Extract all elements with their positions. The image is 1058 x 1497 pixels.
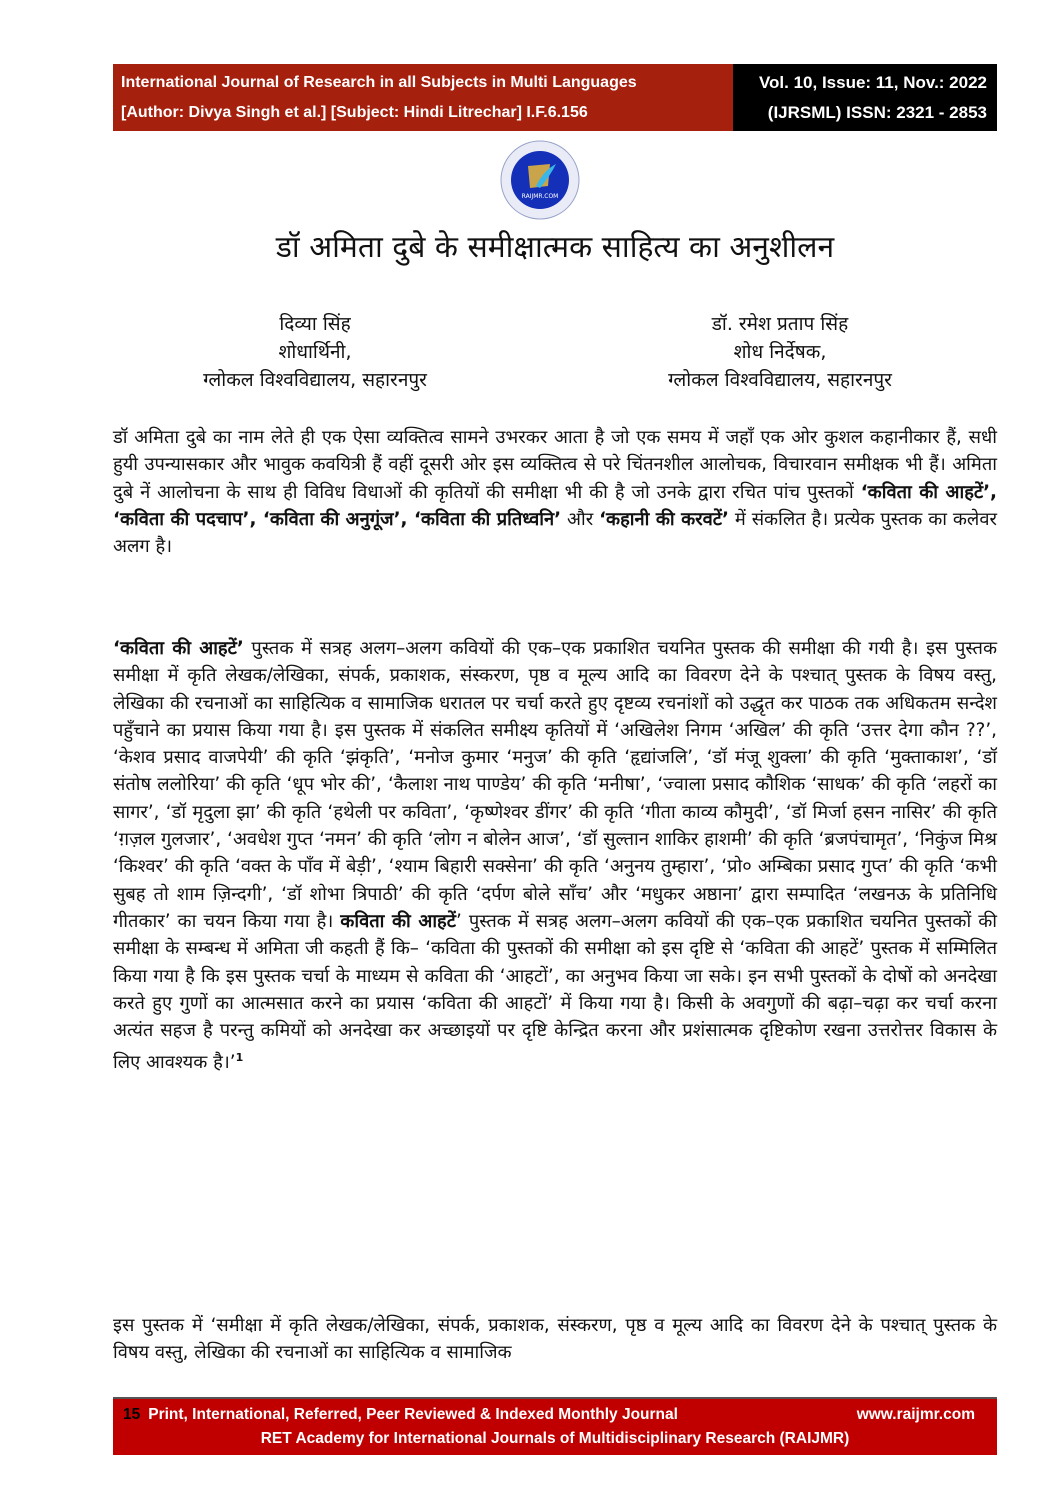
header-left-block bbox=[113, 64, 733, 131]
author-affiliation: ग्लोकल विश्वविद्यालय, सहारनपुर bbox=[203, 369, 427, 391]
author-1 bbox=[125, 310, 505, 394]
text-run: और bbox=[561, 508, 600, 530]
article-title: डॉ अमिता दुबे के समीक्षात्मक साहित्य का अनुशीलन bbox=[275, 230, 835, 265]
bold-book-title: ‘कविता की आहटें’ bbox=[113, 638, 244, 659]
journal-name: International Journal of Research in all Subjects in Multi Languages bbox=[121, 74, 637, 91]
text-run: डॉ अमिता दुबे का नाम लेते ही एक ऐसा व्यक्तित्व सामने उभरकर आता है जो एक समय में जहाँ एक ओर कुशल कहानीकार हैं, सधी हुयी उपन्यासकार और भावुक कवयित्री हैं वहीं दूसरी ओर इस व्यक्तित्व से परे चिंतनशील आलोचक, विचारवान समीक्षक भी हैं। अमिता दुबे नें आलोचना के साथ ही विविध विधाओं की कृतियों की समीक्षा भी की है जो उनके द्वारा रचित पांच पुस्तकों bbox=[113, 427, 997, 503]
paragraph-3: इस पुस्तक में ‘समीक्षा में कृति लेखक/लेखिका, संपर्क, प्रकाशक, संस्करण, पृष्ठ व मूल्य आदि का विवरण देने के पश्चात् पुस्तक के विषय वस्तु, लेखिका की रचनाओं का साहित्यिक व सामाजिक bbox=[113, 1315, 997, 1364]
bold-book-title: कविता की आहटें bbox=[340, 910, 456, 932]
publisher-name: RET Academy for International Journals of Multidisciplinary Research (RAIJMR) bbox=[260, 1430, 850, 1447]
paragraph-1 bbox=[113, 424, 997, 560]
author-role: शोधार्थिनी, bbox=[278, 341, 352, 363]
issn-info: (IJRSML) ISSN: 2321 - 2853 bbox=[767, 103, 987, 122]
author-affiliation: ग्लोकल विश्वविद्यालय, सहारनपुर bbox=[668, 369, 892, 391]
journal-footer bbox=[113, 1397, 997, 1455]
journal-type: Print, International, Referred, Peer Reviewed & Indexed Monthly Journal bbox=[148, 1406, 678, 1423]
text-run: पुस्तक में सत्रह अलग–अलग कवियों की एक–एक प्रकाशित चयनित पुस्तक की समीक्षा की गयी है। इस पुस्तक समीक्षा में कृति लेखक/लेखिका, संपर्क, प्रकाशक, संस्करण, पृष्ठ व मूल्य आदि का विवरण देने के पश्चात् पुस्तक के विषय वस्तु, लेखिका की रचनाओं का साहित्यिक व सामाजिक धरातल पर चर्चा करते हुए दृष्टव्य रचनांशों को उद्धृत कर पाठक तक अधिकतम सन्देश पहुँचाने का प्रयास किया गया है। इस पुस्तक में संकलित समीक्ष्य कृतियों में ‘अखिलेश निगम ‘अखिल’ की कृति ‘उत्तर देगा कौन ??’, ‘केशव प्रसाद वाजपेयी’ की कृति ‘झंकृति’, ‘मनोज कुमार ‘मनुज’ की कृति ‘हृद्यांजलि’, ‘डॉ मंजू शुक्ला’ की कृति ‘मुक्ताकाश’, ‘डॉ संतोष ललोरिया’ की कृति ‘धूप भोर की’, ‘कैलाश नाथ पाण्डेय’ की कृति ‘मनीषा’, ‘ज्वाला प्रसाद कौशिक ‘साधक’ की कृति ‘लहरों का सागर’, ‘डॉ मृदुला झा’ की कृति ‘हथेली पर कविता’, ‘कृष्णेश्वर डींगर’ की कृति ‘गीता काव्य कौमुदी’, ‘डॉ मिर्जा हसन नासिर’ की कृति ‘ग़ज़ल गुलजार’, ‘अवधेश गुप्त ‘नमन’ की कृति ‘लोग न बोलेन आज’, ‘डॉ सुल्तान शाकिर हाशमी’ की कृति ‘ब्रजपंचामृत’, ‘निकुंज मिश्र ‘किश्वर’ की कृति ‘वक्त के पाँव में बेड़ी’, ‘श्याम बिहारी सक्सेना’ की कृति ‘अनुनय तुम्हारा’, ‘प्रो० अम्बिका प्रसाद गुप्त’ की कृति ‘कभी सुबह तो शाम ज़िन्दगी’, ‘डॉ शोभा त्रिपाठी’ की कृति ‘दर्पण बोले साँच’ और ‘मधुकर अष्ठाना’ द्वारा सम्पादित ‘लखनऊ के प्रतिनिधि गीतकार’ का चयन किया गया है। bbox=[113, 638, 998, 932]
author-role: शोध निर्देषक, bbox=[733, 341, 827, 363]
text-run: ’ पुस्तक में सत्रह अलग–अलग कवियों की एक–एक प्रकाशित चयनित पुस्तकों की समीक्षा के सम्बन्ध में अमिता जी कहती हैं कि– ‘कविता की पुस्तकों की समीक्षा को इस दृष्टि से ‘कविता की आहटें’ पुस्तक में सम्मिलित किया गया है कि इस पुस्तक चर्चा के माध्यम से कविता की ‘आहटों’, का अनुभव किया जा सके। इन सभी पुस्तकों के दोषों को अनदेखा करते हुए गुणों का आत्मसात करने का प्रयास ‘कविता की आहटों’ में किया गया है। किसी के अवगुणों की बढ़ा–चढ़ा कर चर्चा करना अत्यंत सहज है परन्तु कमियों को अनदेखा कर अच्छाइयों पर दृष्टि केन्द्रित करना और प्रशंसात्मक दृष्टिकोण रखना उत्तरोत्तर विकास के लिए आवश्यक है।’ bbox=[113, 910, 997, 1074]
author-name: दिव्या सिंह bbox=[279, 313, 351, 335]
author-2 bbox=[590, 310, 970, 394]
volume-info: Vol. 10, Issue: 11, Nov.: 2022 bbox=[758, 73, 987, 92]
author-name: डॉ. रमेश प्रताप सिंह bbox=[711, 313, 849, 335]
journal-header bbox=[113, 64, 997, 131]
website-link[interactable]: www.raijmr.com bbox=[856, 1406, 975, 1423]
svg-text:RAIJMR.COM: RAIJMR.COM bbox=[521, 193, 559, 200]
text-run: में संकलित है। प्रत्येक पुस्तक का कलेवर अलग है। bbox=[113, 508, 997, 558]
header-right-block bbox=[733, 64, 997, 131]
footnote-ref[interactable]: 1 bbox=[235, 1051, 244, 1065]
bold-book-titles: ‘कविता की आहटें’, ‘कविता की पदचाप’, ‘कविता की अनुगूंज’, ‘कविता की प्रतिध्वनि’ bbox=[113, 481, 998, 530]
paragraph-2 bbox=[113, 635, 997, 1077]
page-number: 15 bbox=[123, 1406, 141, 1423]
raijmr-seal-logo-icon bbox=[500, 140, 580, 220]
bold-book-title: ‘कहानी की करवटें’ bbox=[599, 508, 729, 530]
article-meta: [Author: Divya Singh et al.] [Subject: Hindi Litrechar] I.F.6.156 bbox=[121, 104, 588, 121]
